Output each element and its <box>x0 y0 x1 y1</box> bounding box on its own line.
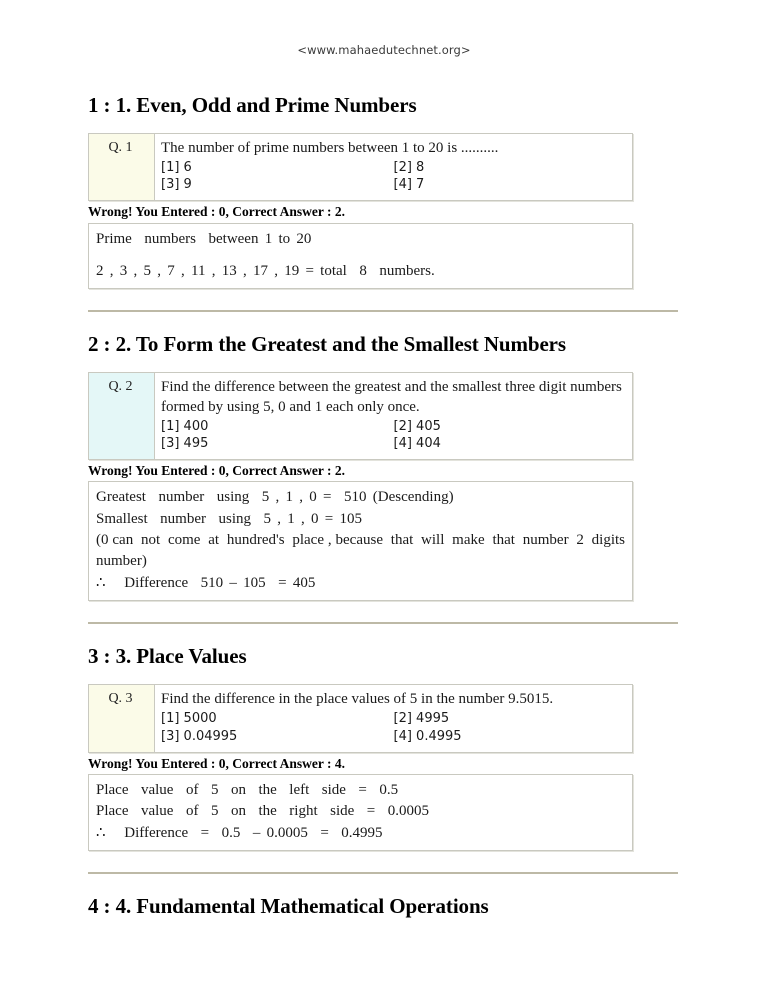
section-heading-2: 2 : 2. To Form the Greatest and the Smallest Numbers <box>88 332 566 357</box>
explanation-line: Place value of 5 on the left side = 0.5 <box>96 782 399 798</box>
explanation-line: Smallest number using 5 , 1 , 0 = 105 <box>96 510 362 527</box>
option-3-1[interactable]: [1] 5000 <box>161 711 217 727</box>
spacer <box>88 289 678 310</box>
verdict-line-3: Wrong! You Entered : 0, Correct Answer : 4. <box>88 755 345 771</box>
option-2-3[interactable]: [3] 495 <box>161 435 209 451</box>
option-3-3[interactable]: [3] 0.04995 <box>161 728 238 744</box>
explanation-line: (0 can not come at hundred's place , because that will make that number 2 digits number) <box>96 532 633 570</box>
section-block-4 <box>88 894 678 918</box>
spacer <box>88 117 678 133</box>
spacer <box>88 851 678 872</box>
option-1-1[interactable]: [1] 6 <box>161 159 192 175</box>
option-1-2[interactable]: [2] 8 <box>393 159 425 175</box>
option-2-4[interactable]: [4] 404 <box>393 435 441 451</box>
running-header: <www.mahaedutechnet.org> <box>297 43 471 57</box>
option-row <box>161 159 626 176</box>
option-3-4[interactable]: [4] 0.4995 <box>393 728 462 744</box>
section-block-1 <box>88 93 678 333</box>
question-body-2 <box>155 373 632 459</box>
section-heading-3: 3 : 3. Place Values <box>88 643 247 668</box>
question-text-2: Find the difference between the greatest and the smallest three digit numbers formed by using 5, 0 and 1 each only once. <box>161 379 622 415</box>
explanation-line: Place value of 5 on the right side = 0.0005 <box>96 803 429 820</box>
question-table-3 <box>88 684 633 753</box>
table-row <box>89 685 632 752</box>
question-body-3 <box>155 685 632 752</box>
spacer <box>0 57 768 93</box>
option-row <box>161 176 626 193</box>
explanation-line: ∴ Difference 510 – 105 = 405 <box>96 574 316 591</box>
explanation-box-3 <box>88 774 633 851</box>
table-row <box>89 373 632 459</box>
option-2-2[interactable]: [2] 405 <box>393 418 441 434</box>
question-number-cell-3: Q. 3 <box>89 685 155 752</box>
spacer <box>88 624 678 644</box>
option-1-3[interactable]: [3] 9 <box>161 177 192 193</box>
verdict-line-1: Wrong! You Entered : 0, Correct Answer : 2. <box>88 204 345 220</box>
explanation-blank-line <box>96 250 625 261</box>
explanation-box-2 <box>88 481 633 600</box>
question-table-2 <box>88 372 633 460</box>
option-1-4[interactable]: [4] 7 <box>393 177 425 193</box>
document-content <box>88 93 678 919</box>
section-heading-1: 1 : 1. Even, Odd and Prime Numbers <box>88 92 417 117</box>
explanation-line: 2 , 3 , 5 , 7 , 11 , 13 , 17 , 19 = total 8 numbers. <box>96 262 435 279</box>
table-row <box>89 134 632 201</box>
explanation-line: Greatest number using 5 , 1 , 0 = 510 (Descending) <box>96 489 454 506</box>
option-row <box>161 728 626 745</box>
explanation-box-1 <box>88 223 633 290</box>
question-text-1: The number of prime numbers between 1 to 20 is .......... <box>161 139 499 156</box>
option-row <box>161 710 626 727</box>
question-number-cell-1: Q. 1 <box>89 134 155 201</box>
option-2-1[interactable]: [1] 400 <box>161 418 209 434</box>
section-block-2 <box>88 332 678 644</box>
explanation-line: Prime numbers between 1 to 20 <box>96 230 312 247</box>
option-row <box>161 435 626 452</box>
option-3-2[interactable]: [2] 4995 <box>393 711 450 727</box>
spacer <box>88 312 678 332</box>
question-table-1 <box>88 133 633 202</box>
spacer <box>88 874 678 894</box>
spacer <box>88 668 678 684</box>
explanation-line: ∴ Difference = 0.5 – 0.0005 = 0.4995 <box>96 824 383 841</box>
section-block-3 <box>88 644 678 894</box>
question-number-cell-2: Q. 2 <box>89 373 155 459</box>
spacer <box>88 356 678 372</box>
verdict-line-2: Wrong! You Entered : 0, Correct Answer : 2. <box>88 463 345 479</box>
question-body-1 <box>155 134 632 201</box>
question-text-3: Find the difference in the place values of 5 in the number 9.5015. <box>161 691 554 708</box>
spacer <box>88 601 678 622</box>
section-heading-4: 4 : 4. Fundamental Mathematical Operations <box>88 893 489 918</box>
option-row <box>161 418 626 435</box>
